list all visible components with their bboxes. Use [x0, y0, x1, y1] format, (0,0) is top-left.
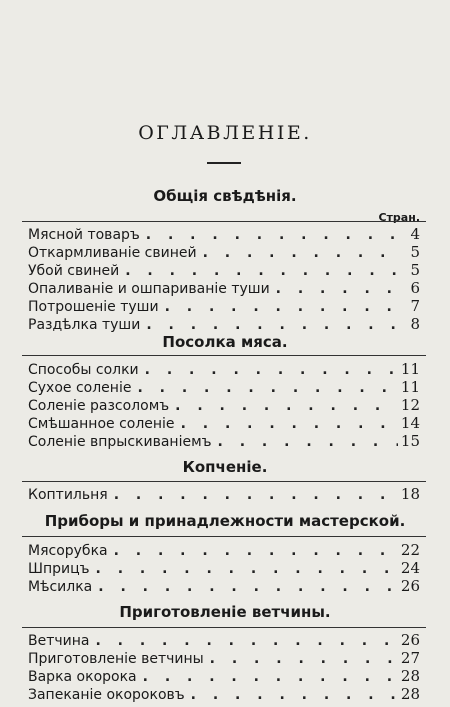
leader-dots [119, 262, 398, 280]
entry-title: Коптильня [28, 487, 108, 503]
leader-dots [212, 433, 398, 451]
entry-page: 28 [400, 685, 420, 703]
leader-dots [108, 486, 398, 504]
entry-title: Запеканіе окороковъ [28, 687, 185, 703]
entry-title: Мясорубка [28, 543, 108, 559]
leader-dots [185, 686, 398, 704]
entry-title: Соленіе разсоломъ [28, 398, 170, 414]
entry-page: 7 [410, 297, 420, 315]
leader-dots [90, 560, 398, 578]
section-divider [22, 536, 426, 537]
entry-title: Соленіе впрыскиваніемъ [28, 434, 212, 450]
entry-page: 27 [400, 649, 420, 667]
entry-title: Потрошеніе туши [28, 299, 159, 315]
entry-title: Сухое соленіе [28, 380, 132, 396]
entry-page: 11 [400, 360, 420, 378]
section-divider [22, 627, 426, 628]
leader-dots [159, 298, 398, 316]
entry-page: 5 [410, 243, 420, 261]
entry-page: 14 [400, 414, 420, 432]
toc-entry [28, 225, 420, 243]
entry-page: 26 [400, 631, 420, 649]
toc-entry [28, 559, 420, 577]
leader-dots [131, 379, 398, 397]
entry-title: Способы солки [28, 362, 139, 378]
leader-dots [139, 361, 398, 379]
section-title: Общія свѣдѣнія. [153, 187, 297, 205]
toc-entry [28, 315, 420, 333]
leader-dots [140, 316, 398, 334]
entry-title: Шприцъ [28, 561, 90, 577]
toc-entry [28, 360, 420, 378]
entry-page: 28 [400, 667, 420, 685]
entry-title: Мѣсилка [28, 579, 93, 595]
toc-entry [28, 631, 420, 649]
leader-dots [175, 415, 398, 433]
leader-dots [140, 226, 398, 244]
entry-page: 6 [410, 279, 420, 297]
leader-dots [89, 632, 398, 650]
pages-column-label: Стран. [378, 211, 420, 224]
leader-dots [197, 244, 398, 262]
entry-page: 18 [400, 485, 420, 503]
toc-entry [28, 541, 420, 559]
entry-page: 24 [400, 559, 420, 577]
toc-entry [28, 297, 420, 315]
entry-title: Убой свиней [28, 263, 120, 279]
toc-entry [28, 577, 420, 595]
toc-entry [28, 396, 420, 414]
leader-dots [270, 280, 398, 298]
entry-page: 4 [410, 225, 420, 243]
entry-page: 5 [410, 261, 420, 279]
toc-entry [28, 667, 420, 685]
entry-page: 15 [400, 432, 420, 450]
leader-dots [92, 578, 398, 596]
leader-dots [169, 397, 398, 415]
section-divider [22, 355, 426, 356]
toc-entry [28, 649, 420, 667]
leader-dots [108, 542, 398, 560]
section-divider [22, 481, 426, 482]
entry-title: Ветчина [28, 633, 90, 649]
entry-page: 11 [400, 378, 420, 396]
toc-entry [28, 261, 420, 279]
entry-title: Откармливаніе свиней [28, 245, 197, 261]
toc-entry [28, 279, 420, 297]
entry-title: Раздѣлка туши [28, 317, 141, 333]
leader-dots [137, 668, 398, 686]
section-title: Приготовленіе ветчины. [119, 603, 331, 621]
section-title: Приборы и принадлежности мастерской. [44, 512, 406, 530]
page-title: ОГЛАВЛЕНІЕ. [138, 122, 312, 144]
entry-title: Мясной товаръ [28, 227, 140, 243]
toc-entry [28, 414, 420, 432]
section-title: Посолка мяса. [162, 333, 288, 351]
title-rule [207, 162, 241, 164]
entry-page: 12 [400, 396, 420, 414]
entry-page: 22 [400, 541, 420, 559]
toc-entry [28, 378, 420, 396]
entry-title: Варка окорока [28, 669, 137, 685]
toc-entry [28, 685, 420, 703]
section-divider [22, 221, 426, 222]
toc-entry [28, 243, 420, 261]
entry-title: Смѣшанное соленіе [28, 416, 175, 432]
entry-title: Опаливаніе и ошпариваніе туши [28, 281, 270, 297]
entry-title: Приготовленіе ветчины [28, 651, 204, 667]
toc-entry [28, 432, 420, 450]
entry-page: 26 [400, 577, 420, 595]
entry-page: 8 [410, 315, 420, 333]
leader-dots [204, 650, 398, 668]
toc-entry [28, 485, 420, 503]
section-title: Копченіе. [182, 458, 268, 476]
